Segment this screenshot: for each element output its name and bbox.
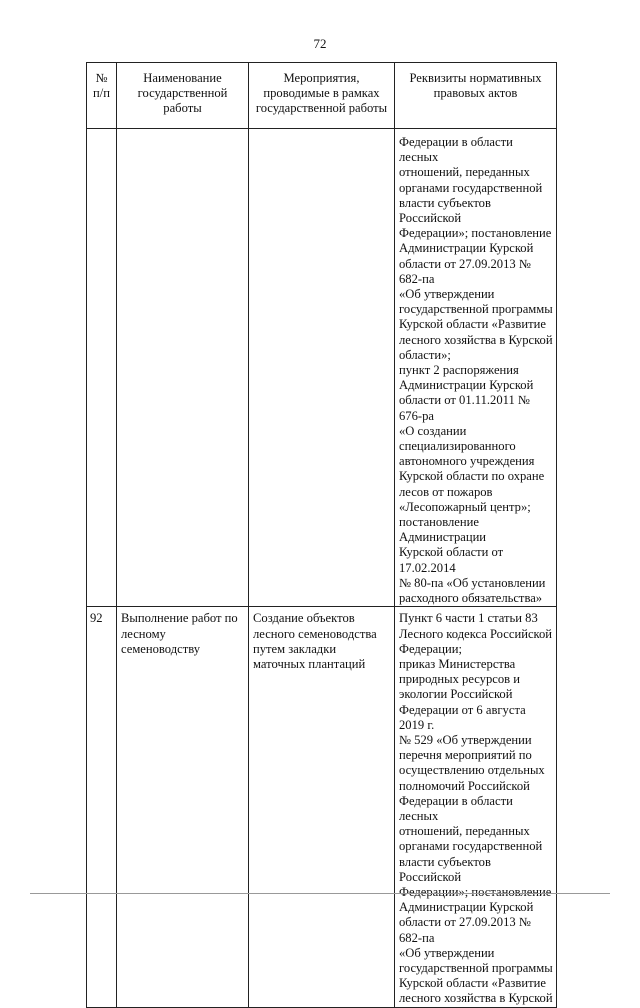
cell-legal-acts: Федерации в области лесных отношений, переданных органами государственной власти субъектов Российской Федерации»; постановление Администрации Курской области от 27.09.2013 № 682-па «Об утверждении государственной программы Курской области «Развитие лесного хозяйства в Курской области»; пункт 2 распоряжения Администрации Курской области от 01.11.2011 № 676-ра «О создании специализированного автономного учреждения Курской области по охране лесов от пожаров «Лесопожарный центр»; постановление Администрации Курской области от 17.02.2014 № 80-па «Об установлении расходного обязательства»	[395, 129, 557, 607]
header-number: № п/п	[87, 63, 117, 129]
page-bottom-divider	[30, 893, 610, 894]
cell-activities	[249, 129, 395, 607]
table-row	[87, 129, 557, 607]
table-row	[87, 607, 557, 1007]
cell-number	[87, 129, 117, 607]
cell-legal-acts: Пункт 6 части 1 статьи 83 Лесного кодекса Российской Федерации; приказ Министерства природных ресурсов и экологии Российской Федерации от 6 августа 2019 г. № 529 «Об утверждении перечня мероприятий по осуществлению отдельных полномочий Российской Федерации в области лесных отношений, переданных органами государственной власти субъектов Российской Федерации»; постановление Администрации Курской области от 27.09.2013 № 682-па «Об утверждении государственной программы Курской области «Развитие лесного хозяйства в Курской	[395, 607, 557, 1007]
cell-number: 92	[87, 607, 117, 1007]
cell-work-name: Выполнение работ по лесному семеноводству	[117, 607, 249, 1007]
table-header-row	[87, 63, 557, 129]
header-work-name: Наименование государственной работы	[117, 63, 249, 129]
header-activities: Мероприятия, проводимые в рамках государственной работы	[249, 63, 395, 129]
cell-activities: Создание объектов лесного семеноводства путем закладки маточных плантаций	[249, 607, 395, 1007]
legal-acts-table	[86, 62, 557, 1008]
cell-work-name	[117, 129, 249, 607]
header-legal-acts: Реквизиты нормативных правовых актов	[395, 63, 557, 129]
page-number: 72	[313, 36, 327, 51]
